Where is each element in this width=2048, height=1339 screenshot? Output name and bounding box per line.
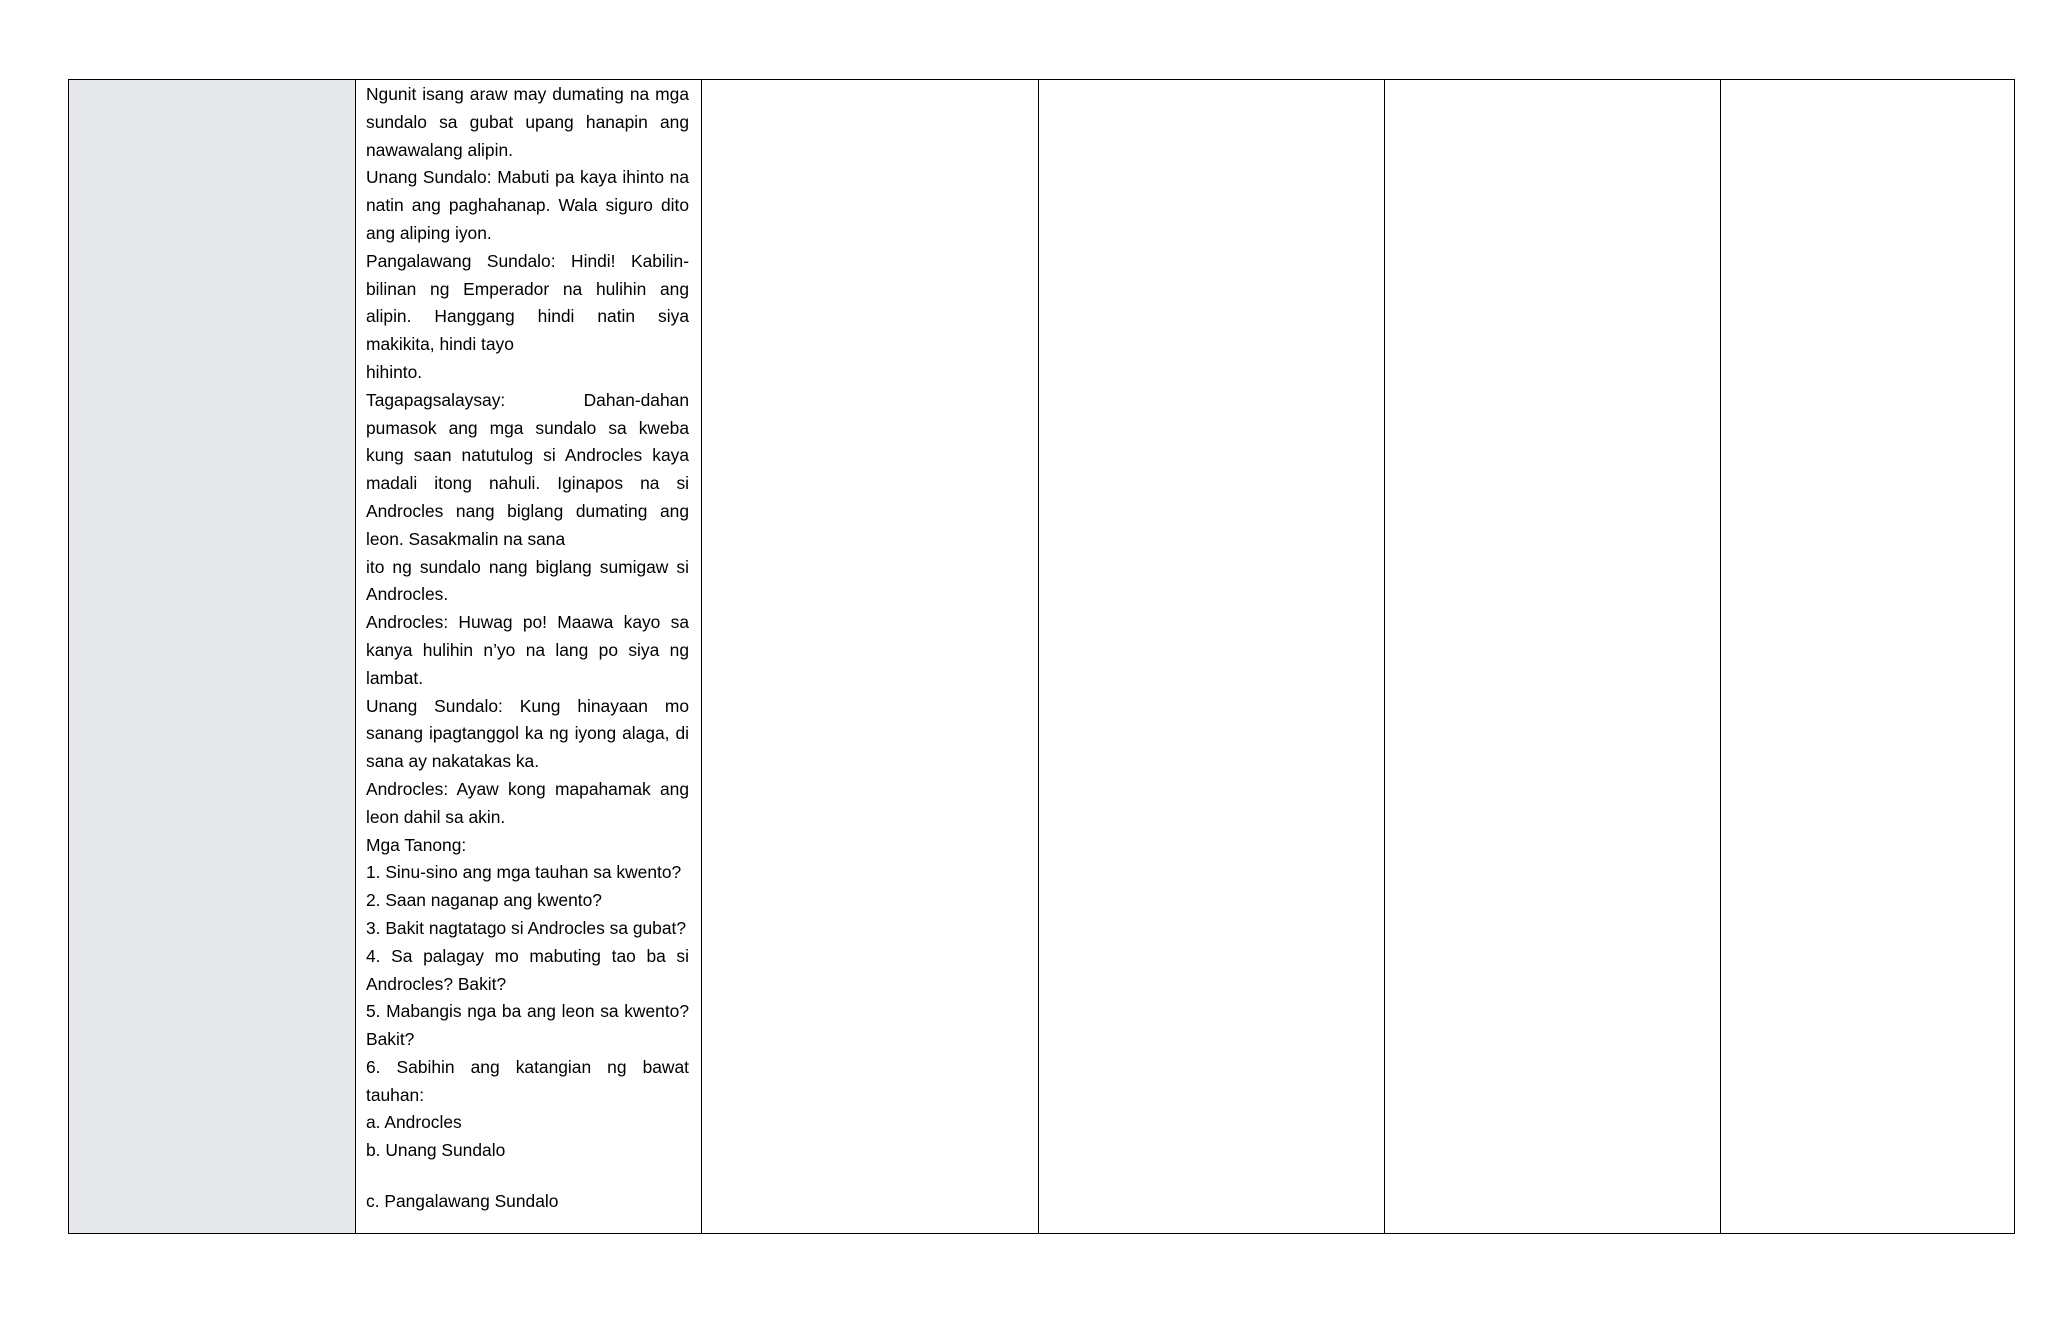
table-row (69, 80, 2015, 1234)
content-cell (356, 80, 702, 1234)
paragraph-hihinto: hihinto. (366, 361, 423, 382)
question-item: 5. Mabangis nga ba ang leon sa kwento? Bakit? (366, 1001, 689, 1050)
paragraph-unang-sundalo-2: Unang Sundalo: Kung hinayaan mo sanang ipagtanggol ka ng iyong alaga, di sana ay nakatakas ka. (366, 695, 689, 772)
empty-cell (1721, 80, 2015, 1234)
paragraph-androcles-1: Androcles: Huwag po! Maawa kayo sa kanya hulihin n’yo na lang po siya ng lambat. (366, 612, 689, 688)
paragraph-narration-continued: ito ng sundalo nang biglang sumigaw si Androcles. (366, 556, 689, 605)
question-item: 6. Sabihin ang katangian ng bawat tauhan: (366, 1056, 689, 1105)
empty-cell (702, 80, 1039, 1234)
spacer (366, 1165, 689, 1188)
question-item: 1. Sinu-sino ang mga tauhan sa kwento? (366, 862, 682, 883)
sub-item: b. Unang Sundalo (366, 1140, 506, 1161)
label-cell (69, 80, 356, 1234)
paragraph-tagapagsalaysay: Tagapagsalaysay: Dahan-dahan pumasok ang mga sundalo sa kweba kung saan natutulog si Androcles kaya madali itong nahuli. Iginapos na si Androcles nang biglang dumating ang leon. Sasakmalin na sana (366, 389, 689, 549)
lesson-plan-table (68, 79, 2015, 1234)
sub-item: a. Androcles (366, 1112, 462, 1133)
sub-item: c. Pangalawang Sundalo (366, 1191, 559, 1212)
paragraph-narration-intro: Ngunit isang araw may dumating na mga sundalo sa gubat upang hanapin ang nawawalang alipin. (366, 84, 689, 160)
paragraph-pangalawang-sundalo: Pangalawang Sundalo: Hindi! Kabilin-bilinan ng Emperador na hulihin ang alipin. Hanggang hindi natin siya makikita, hindi tayo (366, 250, 689, 355)
question-item: 2. Saan naganap ang kwento? (366, 890, 602, 911)
paragraph-unang-sundalo-1: Unang Sundalo: Mabuti pa kaya ihinto na natin ang paghahanap. Wala siguro dito ang aliping iyon. (366, 167, 689, 243)
empty-cell (1039, 80, 1385, 1234)
story-text (356, 80, 701, 1216)
question-item: 3. Bakit nagtatago si Androcles sa gubat? (366, 917, 687, 938)
paragraph-androcles-2: Androcles: Ayaw kong mapahamak ang leon dahil sa akin. (366, 778, 689, 827)
empty-cell (1385, 80, 1721, 1234)
questions-heading: Mga Tanong: (366, 834, 467, 855)
question-item: 4. Sa palagay mo mabuting tao ba si Androcles? Bakit? (366, 945, 689, 994)
